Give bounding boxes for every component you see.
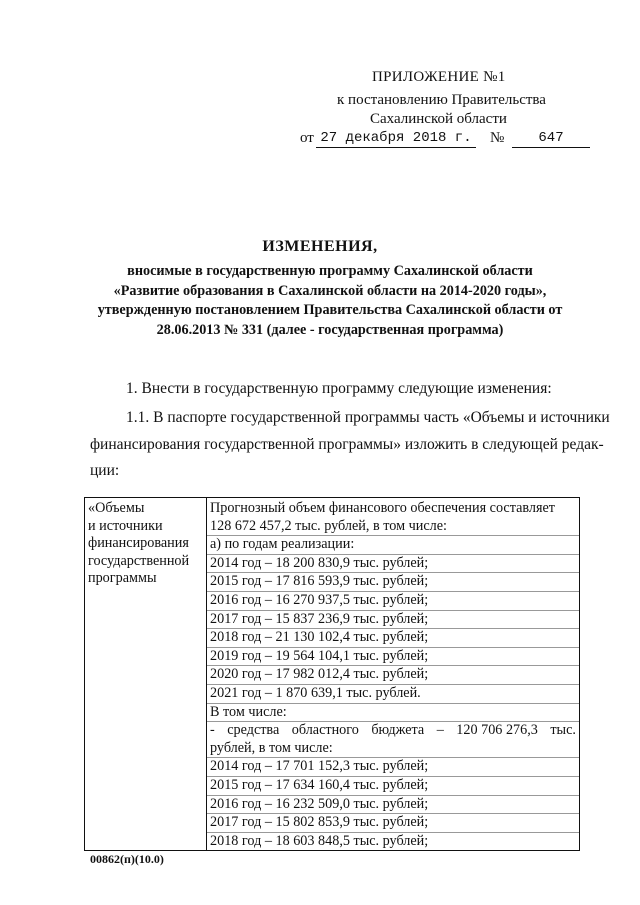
subtitle-line: утвержденную постановлением Правительства Сахалинской области от (97, 302, 563, 318)
document-subtitle (80, 262, 580, 340)
content-line: Прогнозный объем финансового обеспечения составляет (210, 500, 556, 516)
resolution-dateline (300, 130, 600, 150)
passport-table (84, 497, 580, 851)
regional-budget-line (207, 722, 579, 740)
content-line: а) по годам реализации: (207, 536, 579, 555)
document-code: 00862(п)(10.0) (90, 852, 164, 866)
regional-word: областного (291, 722, 359, 739)
section-content-cell (207, 498, 580, 851)
year-line: 2021 год – 1 870 639,1 тыс. рублей. (207, 685, 579, 704)
year-line: 2018 год – 21 130 102,4 тыс. рублей; (207, 629, 579, 648)
regional-word: тыс. (550, 722, 576, 739)
content-line: 128 672 457,2 тыс. рублей, в том числе: (207, 518, 579, 537)
item-1-1-text-cont: финансирования государственной программы» изложить в следующей редак- (90, 436, 604, 453)
content-line: В том числе: (207, 704, 579, 723)
section-name-line: «Объемы (88, 500, 145, 516)
subtitle-line: вносимые в государственную программу Сахалинской области (127, 263, 533, 279)
subtitle-line: 28.06.2013 № 331 (далее - государственная программа) (156, 321, 504, 338)
from-label: от (300, 130, 314, 146)
item-1-1-text-end: ции: (90, 462, 120, 479)
section-name-line: программы (88, 570, 157, 587)
regional-year-line: 2018 год – 18 603 848,5 тыс. рублей; (210, 832, 429, 849)
regional-word: - (210, 722, 215, 739)
year-line: 2015 год – 17 816 593,9 тыс. рублей; (207, 573, 579, 592)
number-label: № (490, 130, 505, 146)
regional-year-line: 2017 год – 15 802 853,9 тыс. рублей; (207, 814, 579, 833)
year-line: 2016 год – 16 270 937,5 тыс. рублей; (207, 592, 579, 611)
year-line: 2014 год – 18 200 830,9 тыс. рублей; (207, 555, 579, 574)
year-line: 2017 год – 15 837 236,9 тыс. рублей; (207, 611, 579, 630)
subtitle-line: «Развитие образования в Сахалинской области на 2014-2020 годы», (113, 282, 547, 299)
regional-word: бюджета (371, 722, 425, 739)
year-line: 2020 год – 17 982 012,4 тыс. рублей; (207, 666, 579, 685)
regional-year-line: 2016 год – 16 232 509,0 тыс. рублей; (207, 796, 579, 815)
item-1-1-text: 1.1. В паспорте государственной программы часть «Объемы и источники (126, 409, 610, 426)
section-name-cell (85, 498, 207, 851)
section-name-line: и источники (88, 517, 163, 534)
section-name-line: финансирования (88, 535, 189, 552)
appendix-title: ПРИЛОЖЕНИЕ №1 (372, 69, 506, 85)
regional-word: – (436, 722, 444, 739)
regional-year-line: 2015 год – 17 634 160,4 тыс. рублей; (207, 777, 579, 796)
resolution-date: 27 декабря 2018 г. (316, 130, 476, 148)
section-name-line: государственной (88, 552, 190, 569)
regional-word: 120 706 276,3 (456, 722, 538, 739)
region-name: Сахалинской области (370, 111, 507, 127)
document-title: ИЗМЕНЕНИЯ, (262, 238, 378, 255)
table-row (85, 498, 580, 851)
content-line: рублей, в том числе: (207, 740, 579, 759)
year-line: 2019 год – 19 564 104,1 тыс. рублей; (207, 648, 579, 667)
resolution-reference: к постановлению Правительства (337, 92, 546, 108)
regional-year-line: 2014 год – 17 701 152,3 тыс. рублей; (207, 758, 579, 777)
item-1-text: 1. Внести в государственную программу следующие изменения: (126, 380, 552, 397)
resolution-number: 647 (512, 130, 590, 148)
regional-word: средства (227, 722, 280, 739)
